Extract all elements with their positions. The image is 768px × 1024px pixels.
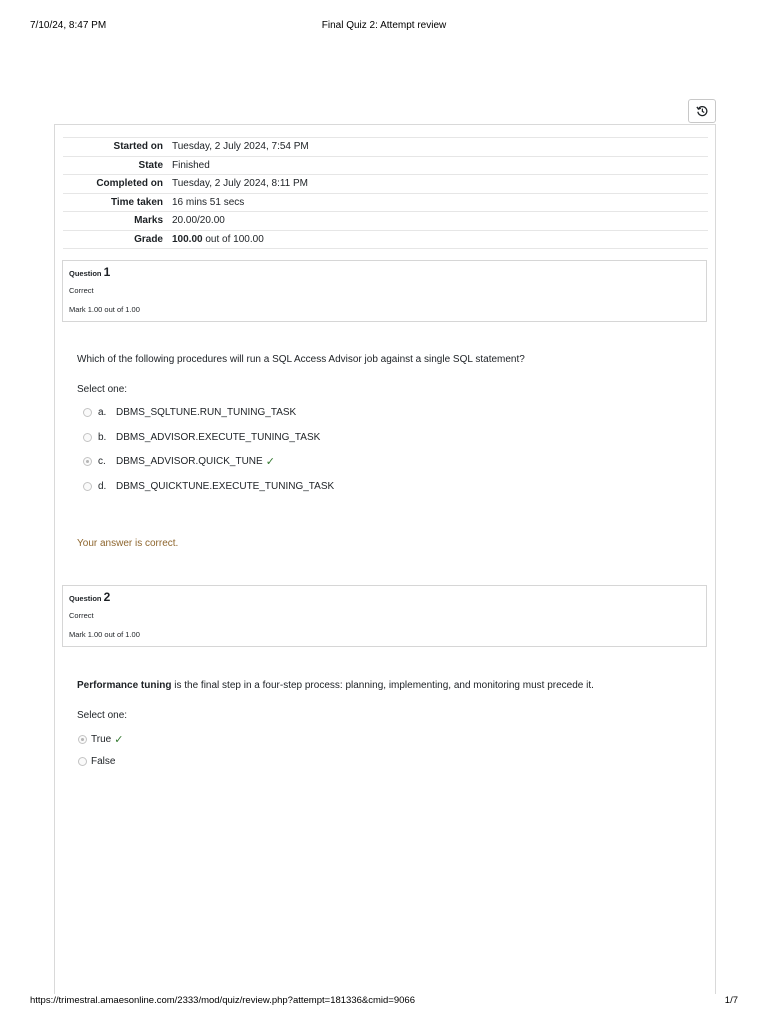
summary-label: Time taken	[63, 193, 172, 212]
summary-label: State	[63, 156, 172, 175]
question-number	[69, 265, 110, 279]
option-letter: d.	[98, 481, 107, 492]
question-grade: Mark 1.00 out of 1.00	[69, 305, 140, 314]
question-2-text-bold: Performance tuning	[77, 680, 172, 691]
print-datetime: 7/10/24, 8:47 PM	[30, 20, 107, 31]
summary-value: 16 mins 51 secs	[172, 193, 708, 212]
question-state: Correct	[69, 286, 94, 295]
history-icon	[696, 105, 708, 117]
question-2-text-rest: is the final step in a four-step process: planning, implementing, and monitoring must precede it.	[171, 680, 594, 691]
summary-value	[172, 230, 708, 249]
question-label: Question	[69, 269, 102, 278]
question-2-info	[62, 585, 707, 647]
radio-b[interactable]	[83, 433, 92, 442]
option-text: DBMS_SQLTUNE.RUN_TUNING_TASK	[116, 407, 297, 418]
answer-option-b[interactable]	[83, 432, 320, 443]
option-text: DBMS_ADVISOR.QUICK_TUNE	[116, 456, 263, 467]
option-letter: a.	[98, 407, 107, 418]
summary-value: Tuesday, 2 July 2024, 7:54 PM	[172, 138, 708, 157]
grade-suffix: out of 100.00	[202, 233, 264, 245]
summary-row	[63, 193, 708, 212]
option-text: True	[91, 734, 112, 745]
question-number	[69, 590, 110, 604]
question-label: Question	[69, 594, 102, 603]
radio-false[interactable]	[78, 757, 87, 766]
question-number-value: 2	[103, 590, 111, 604]
question-grade: Mark 1.00 out of 1.00	[69, 630, 140, 639]
summary-value: Tuesday, 2 July 2024, 8:11 PM	[172, 175, 708, 194]
question-1-feedback: Your answer is correct.	[77, 538, 179, 549]
summary-label: Grade	[63, 230, 172, 249]
answer-option-false[interactable]	[78, 756, 115, 767]
radio-a[interactable]	[83, 408, 92, 417]
summary-row	[63, 175, 708, 194]
print-page-number: 1/7	[724, 995, 738, 1006]
radio-c[interactable]	[83, 457, 92, 466]
summary-row	[63, 212, 708, 231]
option-text: DBMS_ADVISOR.EXECUTE_TUNING_TASK	[116, 432, 321, 443]
radio-true[interactable]	[78, 735, 87, 744]
question-state: Correct	[69, 611, 94, 620]
frame-border	[54, 124, 716, 125]
answer-option-c[interactable]	[83, 456, 275, 467]
frame-border	[715, 124, 716, 994]
correct-check-icon: ✓	[114, 733, 124, 746]
frame-border	[54, 124, 55, 994]
option-letter: b.	[98, 432, 107, 443]
summary-value: Finished	[172, 156, 708, 175]
answer-option-d[interactable]	[83, 481, 334, 492]
summary-row	[63, 156, 708, 175]
summary-row	[63, 138, 708, 157]
attempt-summary-table	[63, 137, 708, 249]
correct-check-icon: ✓	[265, 455, 275, 468]
print-url: https://trimestral.amaesonline.com/2333/mod/quiz/review.php?attempt=181336&cmid=9066	[30, 995, 415, 1006]
summary-value: 20.00/20.00	[172, 212, 708, 231]
answer-option-true[interactable]	[78, 734, 123, 745]
history-button[interactable]	[688, 99, 716, 123]
option-letter: c.	[98, 456, 106, 467]
summary-label: Completed on	[63, 175, 172, 194]
question-1-prompt: Select one:	[77, 384, 128, 395]
print-title: Final Quiz 2: Attempt review	[321, 20, 447, 31]
summary-label: Started on	[63, 138, 172, 157]
summary-label: Marks	[63, 212, 172, 231]
option-text: False	[91, 756, 116, 767]
radio-d[interactable]	[83, 482, 92, 491]
question-2-prompt: Select one:	[77, 710, 128, 721]
question-1-info	[62, 260, 707, 322]
question-1-text: Which of the following procedures will run a SQL Access Advisor job against a single SQL statement?	[77, 354, 525, 365]
grade-value: 100.00	[172, 233, 203, 245]
question-2-text	[77, 680, 594, 691]
option-text: DBMS_QUICKTUNE.EXECUTE_TUNING_TASK	[116, 481, 335, 492]
question-number-value: 1	[103, 265, 111, 279]
summary-row	[63, 230, 708, 249]
answer-option-a[interactable]	[83, 407, 296, 418]
